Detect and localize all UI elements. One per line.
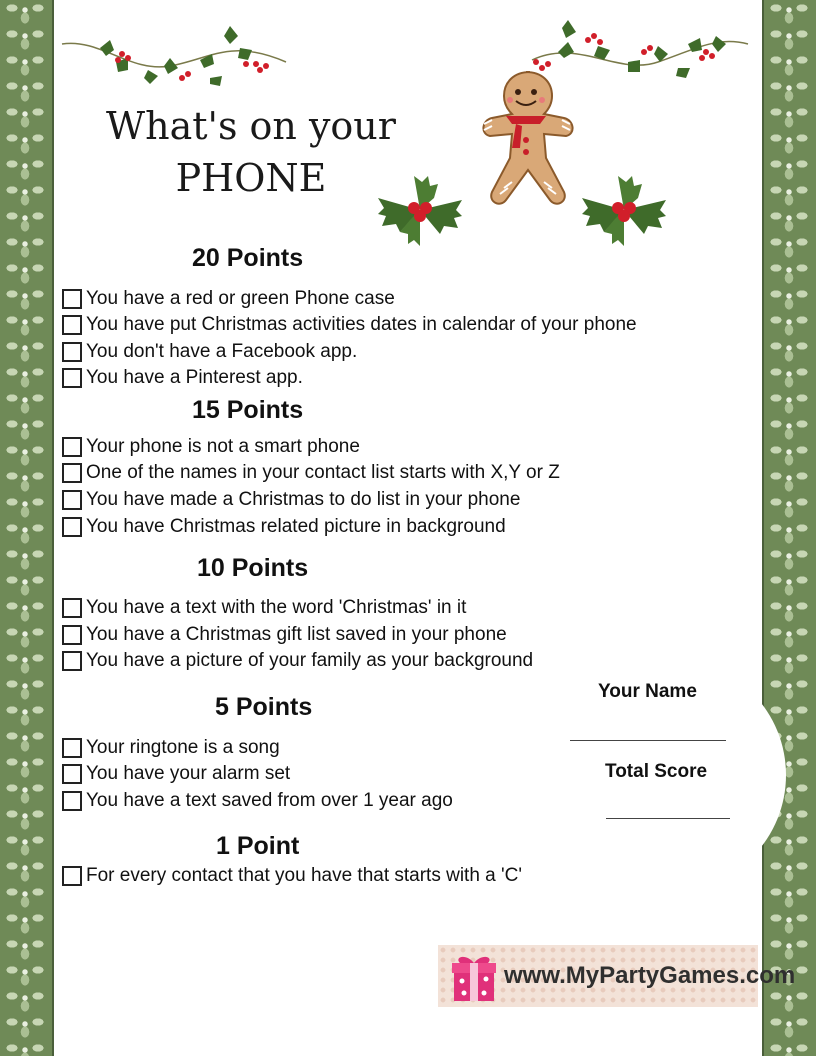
checkbox[interactable] — [62, 315, 82, 335]
item-text: You have Christmas related picture in background — [86, 516, 506, 537]
section-heading: 10 Points — [197, 554, 309, 582]
item-text: You have a text with the word 'Christmas' in it — [86, 597, 467, 618]
checkbox[interactable] — [62, 490, 82, 510]
checkbox[interactable] — [62, 764, 82, 784]
total-score-label: Total Score — [605, 761, 708, 782]
total-score-line[interactable] — [606, 818, 730, 819]
your-name-label: Your Name — [598, 681, 697, 702]
holly-border-left — [0, 0, 54, 1056]
item-text: You have made a Christmas to do list in your phone — [86, 489, 521, 510]
checkbox[interactable] — [62, 625, 82, 645]
checkbox[interactable] — [62, 738, 82, 758]
item-text: For every contact that you have that starts with a 'C' — [86, 865, 523, 886]
item-text: You don't have a Facebook app. — [86, 341, 358, 362]
item-text: You have a Pinterest app. — [86, 367, 303, 388]
checkbox[interactable] — [62, 651, 82, 671]
list-item — [62, 312, 637, 338]
title-line-2: PHONE — [175, 156, 327, 200]
checkbox[interactable] — [62, 866, 82, 886]
item-text: Your phone is not a smart phone — [86, 436, 360, 457]
list-item — [62, 434, 360, 460]
item-text: You have a picture of your family as your background — [86, 650, 534, 671]
your-name-line[interactable] — [570, 740, 726, 741]
gift-box-icon — [450, 949, 498, 1003]
checkbox[interactable] — [62, 791, 82, 811]
list-item — [62, 788, 453, 814]
checkbox[interactable] — [62, 517, 82, 537]
holly-garland-left-icon — [60, 18, 290, 98]
list-item — [62, 514, 506, 540]
title-line-1: What's on your — [106, 104, 396, 148]
list-item — [62, 460, 560, 486]
holly-sprig-icon — [372, 172, 468, 252]
checkbox[interactable] — [62, 598, 82, 618]
item-text: Your ringtone is a song — [86, 737, 280, 758]
item-text: You have a Christmas gift list saved in your phone — [86, 624, 507, 645]
list-item — [62, 863, 522, 889]
list-item — [62, 648, 533, 674]
section-heading: 20 Points — [192, 244, 304, 272]
list-item — [62, 622, 507, 648]
item-text: You have your alarm set — [86, 763, 291, 784]
list-item — [62, 487, 520, 513]
item-text: You have put Christmas activities dates in calendar of your phone — [86, 314, 637, 335]
list-item — [62, 761, 290, 787]
item-text: You have a red or green Phone case — [86, 288, 395, 309]
checkbox[interactable] — [62, 289, 82, 309]
website-link[interactable]: www.MyPartyGames.com — [504, 962, 796, 989]
checkbox[interactable] — [62, 368, 82, 388]
list-item — [62, 595, 466, 621]
checkbox[interactable] — [62, 463, 82, 483]
item-text: You have a text saved from over 1 year ago — [86, 790, 453, 811]
holly-sprig-icon — [576, 172, 672, 252]
gingerbread-man-icon — [470, 68, 582, 212]
list-item — [62, 286, 395, 312]
list-item — [62, 735, 280, 761]
section-heading: 15 Points — [192, 396, 304, 424]
page-title — [96, 100, 406, 204]
website-banner[interactable] — [438, 945, 796, 1007]
holly-border-right — [762, 0, 816, 1056]
list-item — [62, 339, 357, 365]
section-heading: 5 Points — [215, 693, 313, 721]
section-heading: 1 Point — [216, 832, 300, 860]
list-item — [62, 365, 303, 391]
checkbox[interactable] — [62, 437, 82, 457]
item-text: One of the names in your contact list starts with X,Y or Z — [86, 462, 560, 483]
checkbox[interactable] — [62, 342, 82, 362]
